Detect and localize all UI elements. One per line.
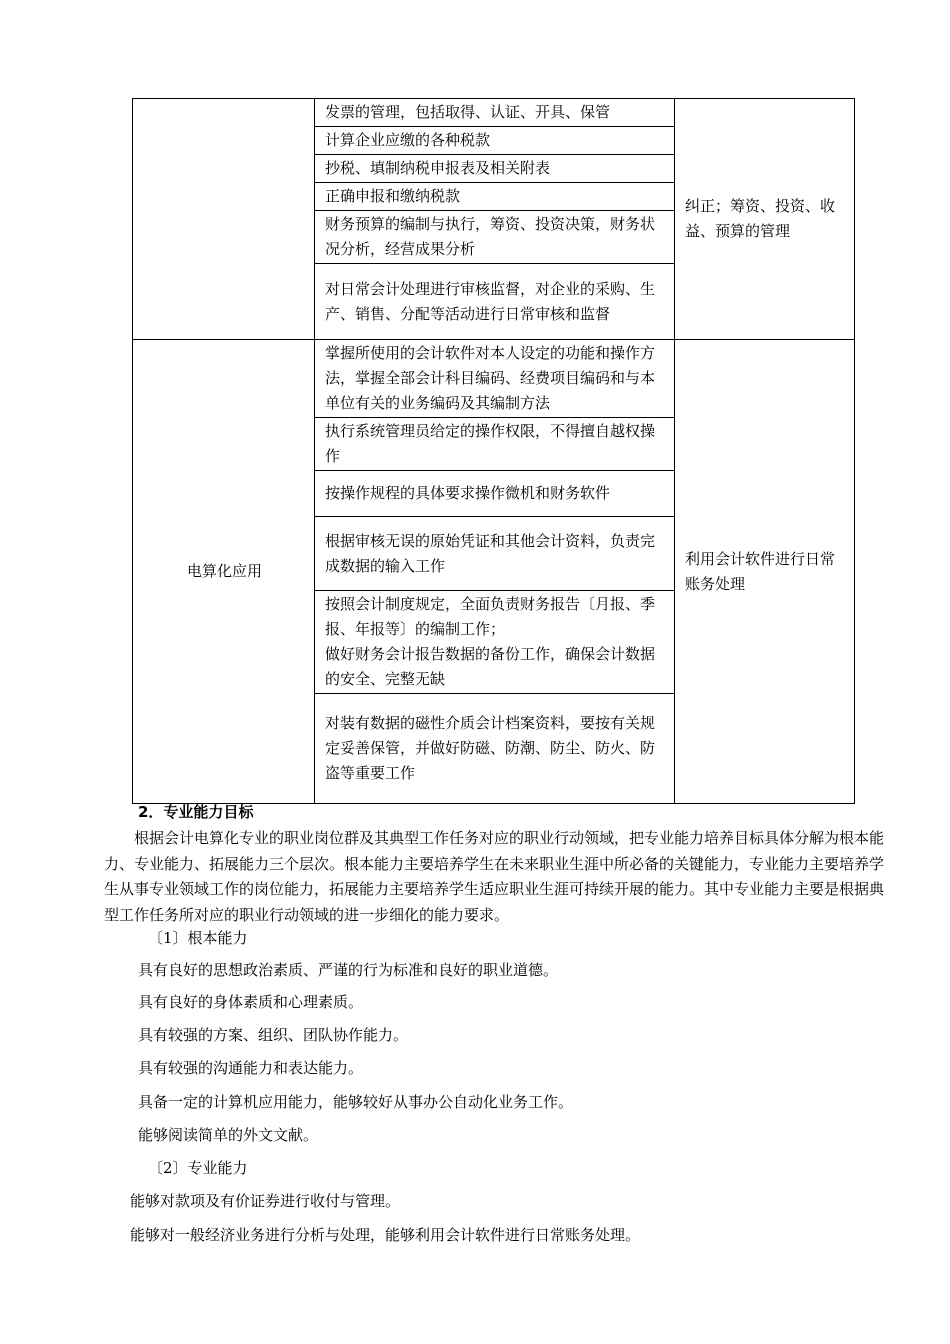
list-item: 能够对款项及有价证券进行收付与管理。	[130, 1192, 401, 1210]
result-cell: 利用会计软件进行日常账务处理	[675, 340, 855, 804]
list-item: 具有较强的方案、组织、团队协作能力。	[138, 1026, 409, 1044]
list-item: 具有良好的身体素质和心理素质。	[138, 993, 364, 1011]
task-cell	[315, 591, 675, 694]
task-cell-line: 做好财务会计报告数据的备份工作，确保会计数据的安全、完整无缺	[325, 645, 656, 688]
subsection-title-professional: 〔2〕专业能力	[148, 1159, 248, 1177]
task-cell: 财务预算的编制与执行，筹资、投资决策，财务状况分析，经营成果分析	[315, 211, 675, 264]
category-cell: 电算化应用	[133, 340, 315, 804]
task-cell: 发票的管理，包括取得、认证、开具、保管	[315, 99, 675, 127]
subsection-title-basic: 〔1〕根本能力	[148, 929, 248, 947]
task-cell: 计算企业应缴的各种税款	[315, 127, 675, 155]
list-item: 能够对一般经济业务进行分析与处理，能够利用会计软件进行日常账务处理。	[130, 1226, 641, 1244]
job-task-table	[132, 98, 855, 804]
task-cell: 对装有数据的磁性介质会计档案资料，要按有关规定妥善保管，并做好防磁、防潮、防尘、防火、防盗等重要工作	[315, 694, 675, 804]
task-cell-line: 按照会计制度规定，全面负责财务报告〔月报、季报、年报等〕的编制工作；	[325, 595, 656, 638]
task-cell: 对日常会计处理进行审核监督，对企业的采购、生产、销售、分配等活动进行日常审核和监督	[315, 264, 675, 340]
table-row	[133, 99, 855, 127]
intro-paragraph: 根据会计电算化专业的职业岗位群及其典型工作任务对应的职业行动领域，把专业能力培养目标具体分解为根本能力、专业能力、拓展能力三个层次。根本能力主要培养学生在未来职业生涯中所必备的关键能力，专业能力主要培养学生从事专业领域工作的岗位能力，拓展能力主要培养学生适应职业生涯可持续开展的能力。其中专业能力主要是根据典型工作任务所对应的职业行动领域的进一步细化的能力要求。	[104, 829, 885, 924]
category-cell	[133, 99, 315, 340]
task-cell: 执行系统管理员给定的操作权限，不得擅自越权操作	[315, 418, 675, 471]
list-item: 具备一定的计算机应用能力，能够较好从事办公自动化业务工作。	[138, 1093, 574, 1111]
list-item: 具有较强的沟通能力和表达能力。	[138, 1059, 364, 1077]
list-item: 能够阅读简单的外文文献。	[138, 1126, 319, 1144]
task-cell: 正确申报和缴纳税款	[315, 183, 675, 211]
task-cell: 抄税、填制纳税申报表及相关附表	[315, 155, 675, 183]
result-cell: 纠正；筹资、投资、收益、预算的管理	[675, 99, 855, 340]
task-cell: 按操作规程的具体要求操作微机和财务软件	[315, 471, 675, 517]
task-cell: 掌握所使用的会计软件对本人设定的功能和操作方法，掌握全部会计科目编码、经费项目编码和与本单位有关的业务编码及其编制方法	[315, 340, 675, 418]
list-item: 具有良好的思想政治素质、严谨的行为标准和良好的职业道德。	[138, 961, 559, 979]
table-row	[133, 340, 855, 418]
section-heading: 2．专业能力目标	[138, 803, 254, 821]
task-cell: 根据审核无误的原始凭证和其他会计资料，负责完成数据的输入工作	[315, 517, 675, 591]
